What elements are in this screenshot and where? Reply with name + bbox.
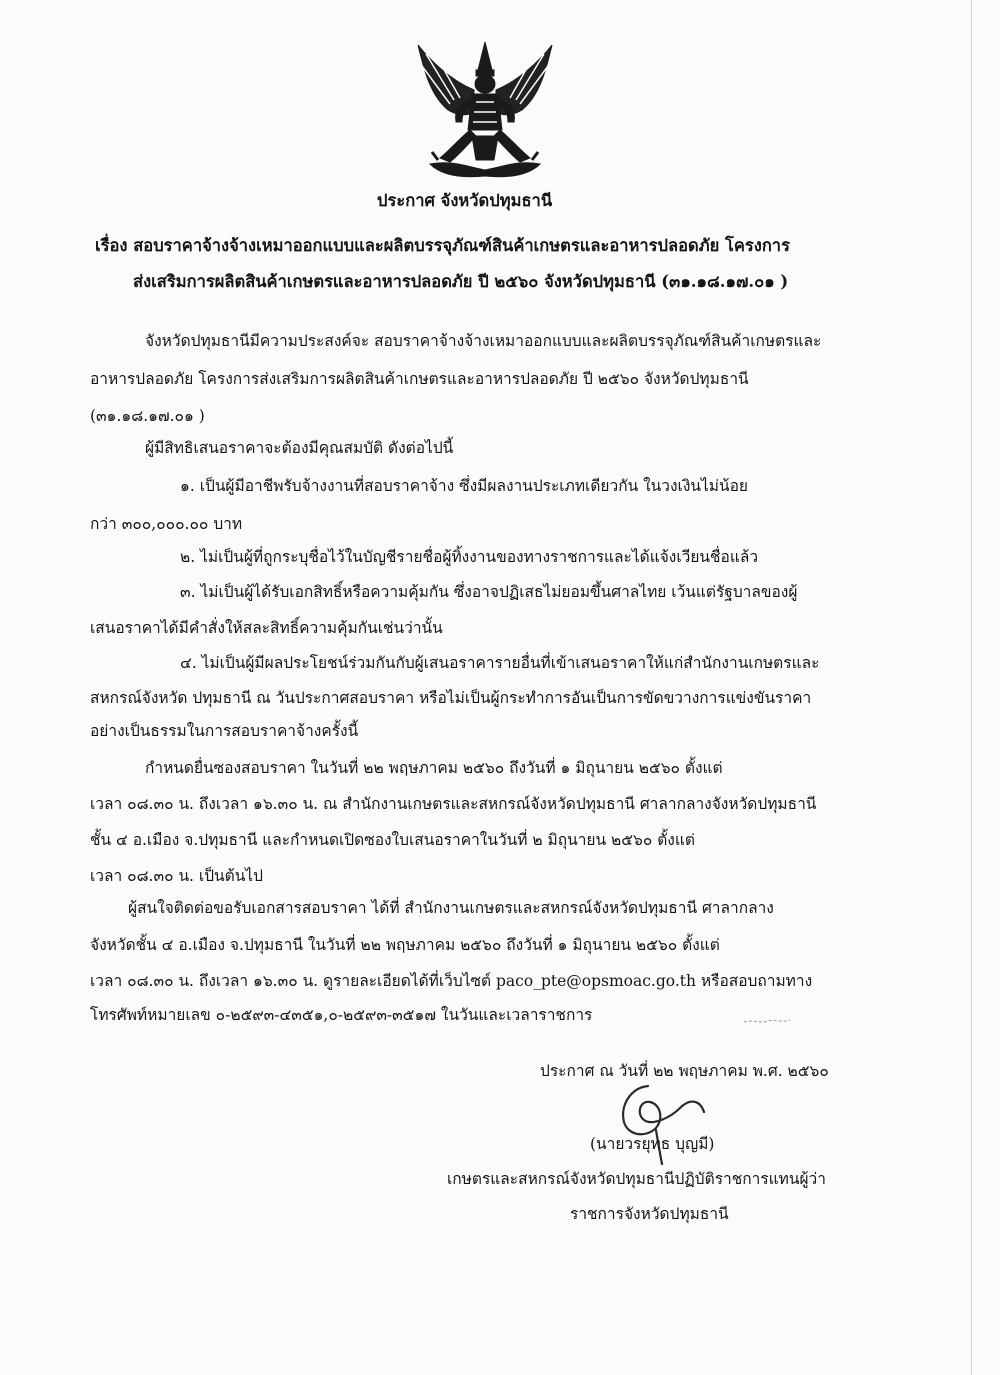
garuda-emblem-icon: [410, 40, 560, 185]
schedule-line-4: เวลา ๐๘.๓๐ น. เป็นต้นไป: [90, 867, 263, 885]
qualifications-heading: ผู้มีสิทธิเสนอราคาจะต้องมีคุณสมบัติ ดังต่อไปนี้: [145, 439, 454, 457]
qualification-4-line-3: อย่างเป็นธรรมในการสอบราคาจ้างครั้งนี้: [90, 722, 359, 740]
subject-line-1: เรื่อง สอบราคาจ้างจ้างเหมาออกแบบและผลิตบรรจุภัณฑ์สินค้าเกษตรและอาหารปลอดภัย โครงการ: [95, 236, 790, 255]
intro-line-2: อาหารปลอดภัย โครงการส่งเสริมการผลิตสินค้าเกษตรและอาหารปลอดภัย ปี ๒๕๖๐ จังหวัดปทุมธานี: [90, 370, 749, 388]
contact-line-3: เวลา ๐๘.๓๐ น. ถึงเวลา ๑๖.๓๐ น. ดูรายละเอียดได้ที่เว็บไซต์ paco_pte@opsmoac.go.th หรือสอบถามทาง: [90, 972, 813, 990]
qualification-4-line-1: ๔. ไม่เป็นผู้มีผลประโยชน์ร่วมกันกับผู้เสนอราคารายอื่นที่เข้าเสนอราคาให้แก่สำนักงานเกษตรและ: [180, 654, 820, 672]
announcement-date: ประกาศ ณ วันที่ ๒๒ พฤษภาคม พ.ศ. ๒๕๖๐: [540, 1062, 829, 1080]
contact-line-2: จังหวัดชั้น ๔ อ.เมือง จ.ปทุมธานี ในวันที่ ๒๒ พฤษภาคม ๒๕๖๐ ถึงวันที่ ๑ มิถุนายน ๒๕๖๐ ตั้งแต่: [90, 936, 720, 954]
schedule-line-3: ชั้น ๔ อ.เมือง จ.ปทุมธานี และกำหนดเปิดซองใบเสนอราคาในวันที่ ๒ มิถุนายน ๒๕๖๐ ตั้งแต่: [90, 831, 695, 849]
qualification-3-line-1: ๓. ไม่เป็นผู้ได้รับเอกสิทธิ์หรือความคุ้มกัน ซึ่งอาจปฏิเสธไม่ยอมขึ้นศาลไทย เว้นแต่รัฐบาลของผู้: [180, 583, 798, 601]
qualification-4-line-2: สหกรณ์จังหวัด ปทุมธานี ณ วันประกาศสอบราคา หรือไม่เป็นผู้กระทำการอันเป็นการขัดขวางการแข่งขันราคา: [90, 689, 812, 707]
scan-edge-line: [971, 0, 972, 1375]
ink-smudge: [742, 1016, 792, 1026]
subject-line-2: ส่งเสริมการผลิตสินค้าเกษตรและอาหารปลอดภัย ปี ๒๕๖๐ จังหวัดปทุมธานี (๓๑.๑๘.๑๗.๐๑ ): [133, 272, 789, 291]
qualification-1-line-1: ๑. เป็นผู้มีอาชีพรับจ้างงานที่สอบราคาจ้าง ซึ่งมีผลงานประเภทเดียวกัน ในวงเงินไม่น้อย: [180, 477, 748, 495]
signer-title-line-1: เกษตรและสหกรณ์จังหวัดปทุมธานีปฏิบัติราชการแทนผู้ว่า: [447, 1170, 826, 1188]
intro-line-1: จังหวัดปทุมธานีมีความประสงค์จะ สอบราคาจ้างจ้างเหมาออกแบบและผลิตบรรจุภัณฑ์สินค้าเกษตรและ: [145, 332, 822, 350]
signer-title-line-2: ราชการจังหวัดปทุมธานี: [570, 1205, 729, 1223]
qualification-2: ๒. ไม่เป็นผู้ที่ถูกระบุชื่อไว้ในบัญชีรายชื่อผู้ทิ้งงานของทางราชการและได้แจ้งเวียนชื่อแล้ว: [180, 548, 759, 566]
qualification-1-line-2: กว่า ๓๐๐,๐๐๐.๐๐ บาท: [90, 515, 243, 533]
intro-line-3: (๓๑.๑๘.๑๗.๐๑ ): [90, 407, 205, 425]
schedule-line-2: เวลา ๐๘.๓๐ น. ถึงเวลา ๑๖.๓๐ น. ณ สำนักงานเกษตรและสหกรณ์จังหวัดปทุมธานี ศาลากลางจังหวัดปทุมธานี: [90, 795, 817, 813]
contact-line-1: ผู้สนใจติดต่อขอรับเอกสารสอบราคา ได้ที่ สำนักงานเกษตรและสหกรณ์จังหวัดปทุมธานี ศาลากลาง: [128, 899, 774, 917]
signer-name: (นายวรยุทธ บุญมี): [590, 1135, 715, 1153]
qualification-3-line-2: เสนอราคาได้มีคำสั่งให้สละสิทธิ์ความคุ้มกันเช่นว่านั้น: [90, 619, 443, 637]
document-title: ประกาศ จังหวัดปทุมธานี: [377, 191, 553, 210]
contact-line-4: โทรศัพท์หมายเลข ๐-๒๕๙๓-๔๓๕๑,๐-๒๕๙๓-๓๕๑๗ ในวันและเวลาราชการ: [90, 1006, 593, 1024]
schedule-line-1: กำหนดยื่นซองสอบราคา ในวันที่ ๒๒ พฤษภาคม ๒๕๖๐ ถึงวันที่ ๑ มิถุนายน ๒๕๖๐ ตั้งแต่: [145, 759, 723, 777]
